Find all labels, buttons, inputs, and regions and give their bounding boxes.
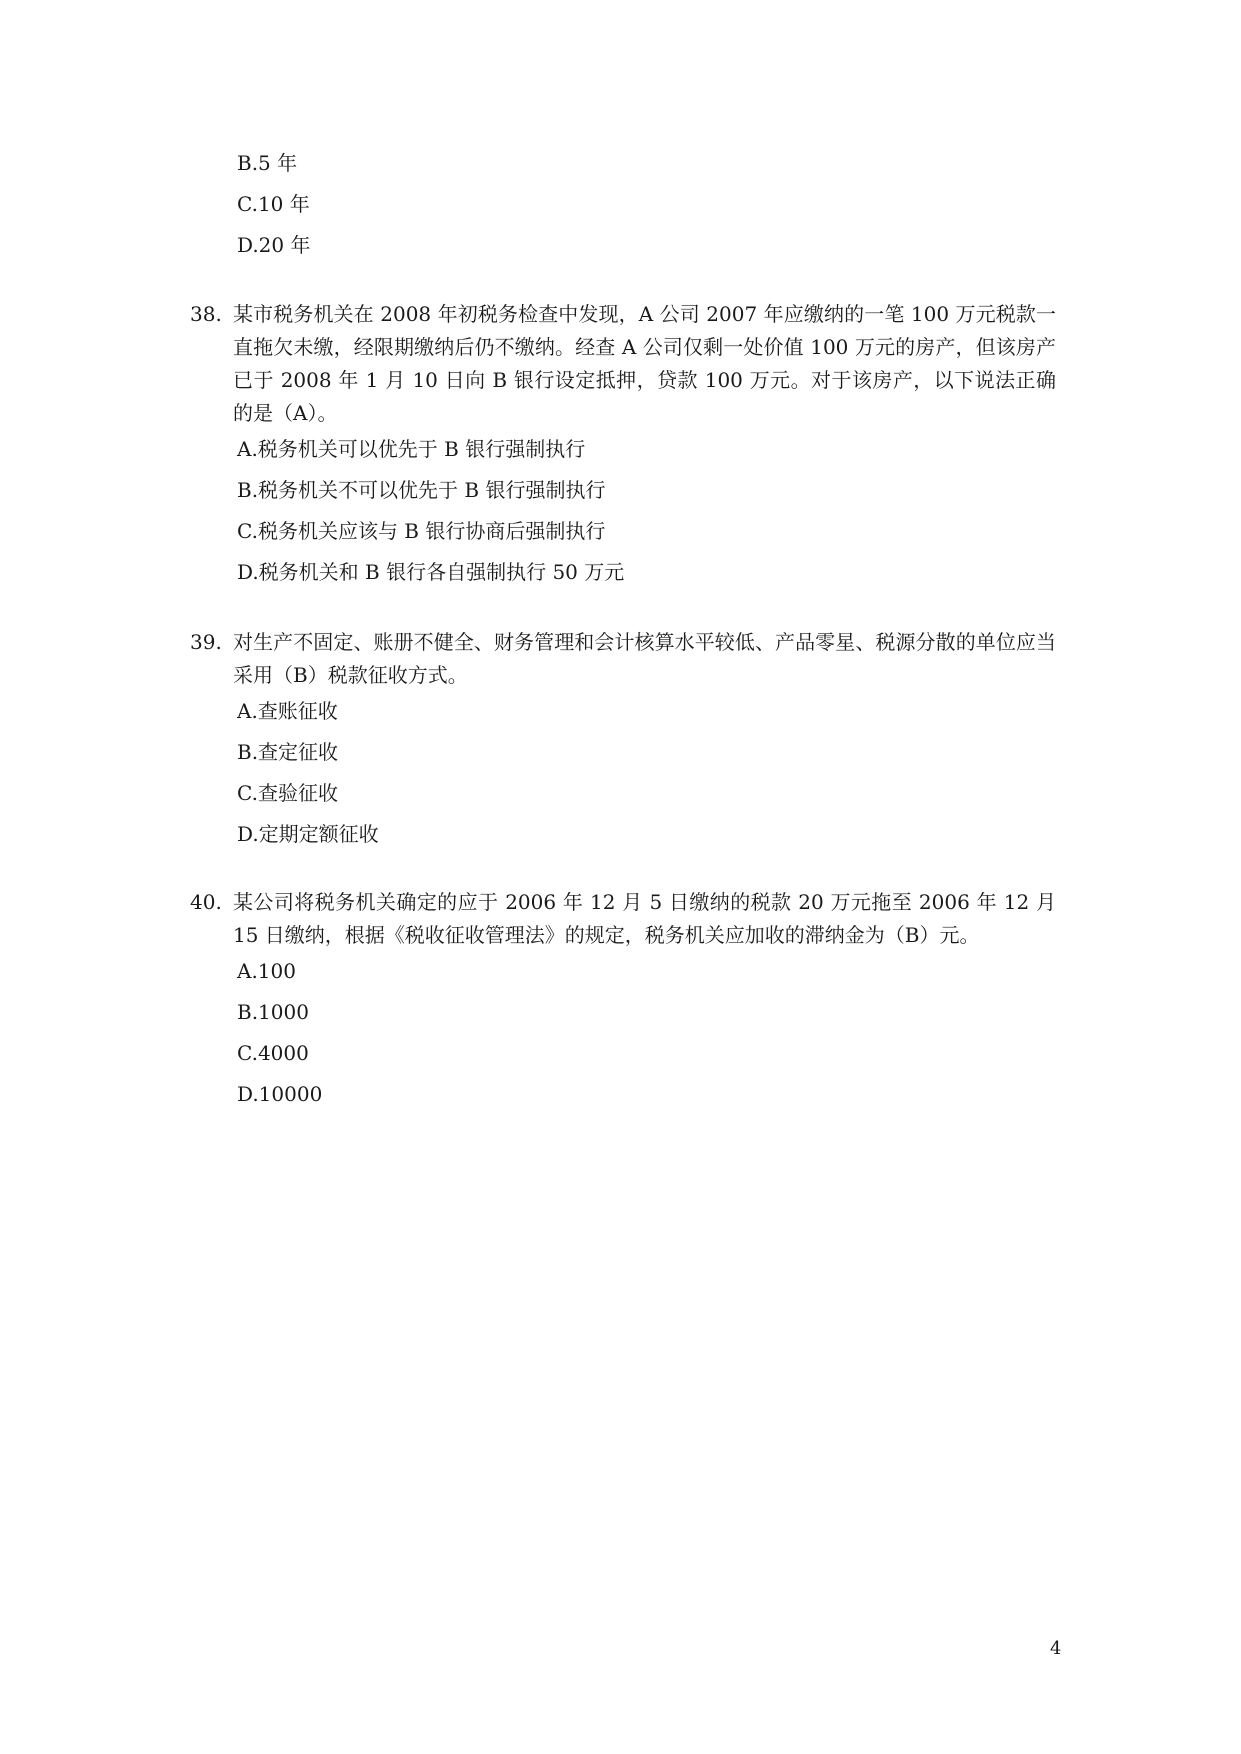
question-40: [190, 886, 1070, 1122]
option-a: A.100: [237, 959, 296, 983]
question-38: [190, 298, 1070, 600]
option-list: [237, 698, 1070, 862]
option-37-b: B.5 年: [237, 151, 298, 175]
option-b: B.税务机关不可以优先于 B 银行强制执行: [237, 478, 606, 502]
question-number: 39.: [190, 630, 222, 654]
question-39: [190, 626, 1070, 862]
option-c: C.查验征收: [237, 781, 338, 805]
question-number: 38.: [190, 302, 222, 326]
continued-options: [237, 150, 311, 273]
option-c: C.税务机关应该与 B 银行协商后强制执行: [237, 519, 606, 543]
option-a: A.查账征收: [237, 699, 338, 723]
option-d: D.10000: [237, 1082, 323, 1106]
option-d: D.定期定额征收: [237, 822, 379, 846]
option-b: B.1000: [237, 1000, 309, 1024]
page-number: 4: [1050, 1638, 1062, 1659]
option-a: A.税务机关可以优先于 B 银行强制执行: [237, 437, 586, 461]
question-number: 40.: [190, 890, 222, 914]
question-text: 对生产不固定、账册不健全、财务管理和会计核算水平较低、产品零星、税源分散的单位应当采用（B）税款征收方式。: [233, 630, 1056, 687]
option-c: C.4000: [237, 1041, 309, 1065]
option-37-c: C.10 年: [237, 192, 310, 216]
option-d: D.税务机关和 B 银行各自强制执行 50 万元: [237, 560, 625, 584]
option-37-d: D.20 年: [237, 233, 311, 257]
question-text: 某公司将税务机关确定的应于 2006 年 12 月 5 日缴纳的税款 20 万元拖至 2006 年 12 月 15 日缴纳，根据《税收征收管理法》的规定，税务机关应加收的滞纳金为（B）元。: [233, 890, 1056, 947]
option-b: B.查定征收: [237, 740, 339, 764]
option-list: [237, 958, 1070, 1122]
question-text: 某市税务机关在 2008 年初税务检查中发现，A 公司 2007 年应缴纳的一笔 100 万元税款一直拖欠未缴，经限期缴纳后仍不缴纳。经查 A 公司仅剩一处价值 100 万元的房产，但该房产已于 2008 年 1 月 10 日向 B 银行设定抵押，贷款 100 万元。对于该房产，以下说法正确的是（A）。: [233, 302, 1056, 425]
option-list: [237, 436, 1070, 600]
